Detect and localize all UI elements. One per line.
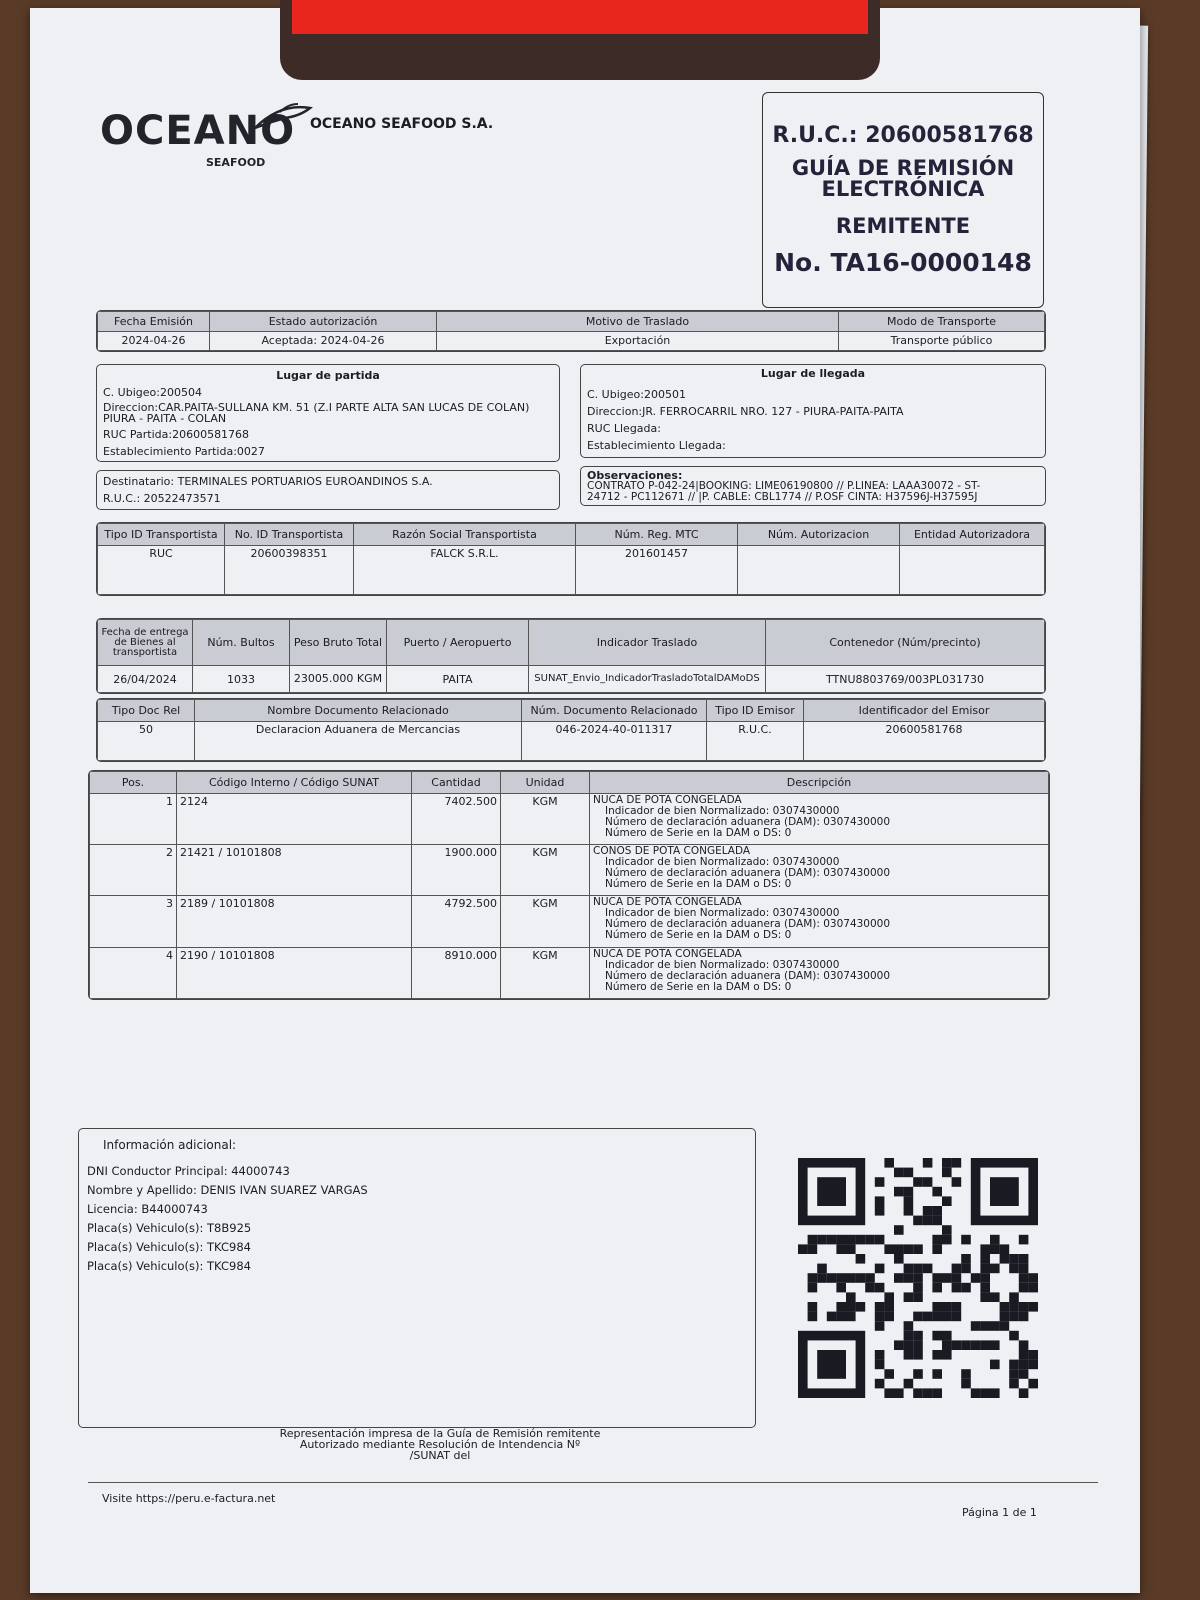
val-tipo-id-emisor: R.U.C.: [707, 722, 804, 761]
hdr-nombre-doc-rel: Nombre Documento Relacionado: [195, 700, 522, 722]
item-desc-title: CONOS DE POTA CONGELADA: [593, 845, 751, 858]
info-line: Licencia: B44000743: [87, 1202, 208, 1216]
hdr-num-doc-rel: Núm. Documento Relacionado: [522, 700, 707, 722]
hdr-tipo-id-emisor: Tipo ID Emisor: [707, 700, 804, 722]
partida-direccion-line1: Direccion:CAR.PAITA-SULLANA KM. 51 (Z.I PARTE ALTA SAN LUCAS DE COLAN): [103, 401, 530, 414]
table-row: [90, 947, 1049, 998]
ruc-box: [762, 92, 1044, 308]
hdr-contenedor: Contenedor (Núm/precinto): [766, 620, 1045, 666]
hdr-tipo-doc-rel: Tipo Doc Rel: [98, 700, 195, 722]
item-desc-title: NUCA DE POTA CONGELADA: [593, 896, 742, 909]
info-line: Placa(s) Vehiculo(s): T8B925: [87, 1221, 252, 1235]
clip-red-band: [292, 0, 868, 34]
llegada-title: Lugar de llegada: [760, 367, 866, 380]
val-entidad-autorizadora: [900, 546, 1045, 595]
observaciones-box: [580, 466, 1046, 506]
item-pos: 2: [90, 845, 177, 896]
footer-line2: Autorizado mediante Resolución de Intendencia Nº: [299, 1438, 581, 1451]
val-razon-social: FALCK S.R.L.: [354, 546, 576, 595]
val-motivo: Exportación: [437, 331, 839, 351]
item-desc-detail: Indicador de bien Normalizado: 0307430000: [605, 856, 840, 869]
item-descripcion: [590, 845, 1049, 896]
hdr-tipo-id-transportista: Tipo ID Transportista: [98, 524, 225, 546]
summary-table: [96, 310, 1046, 352]
llegada-establecimiento: Establecimiento Llegada:: [587, 439, 726, 452]
item-codigo: 2189 / 10101808: [177, 896, 412, 947]
entrega-table: [96, 618, 1046, 694]
hdr-modo: Modo de Transporte: [839, 312, 1045, 332]
qr-code-icon: [798, 1158, 1038, 1398]
logo-wordmark: OCEANO: [100, 108, 296, 154]
info-line: Nombre y Apellido: DENIS IVAN SUAREZ VARGAS: [87, 1183, 368, 1197]
doc-number: [763, 248, 1043, 277]
info-line: Placa(s) Vehiculo(s): TKC984: [87, 1240, 251, 1254]
table-row: [90, 896, 1049, 947]
doc-subtitle: REMITENTE: [835, 214, 971, 238]
destinatario-ruc: R.U.C.: 20522473571: [103, 492, 221, 505]
table-row: [90, 845, 1049, 896]
item-cantidad: 7402.500: [412, 793, 501, 844]
destinatario-name: Destinatario: TERMINALES PORTUARIOS EUROANDINOS S.A.: [103, 475, 433, 488]
item-codigo: 2124: [177, 793, 412, 844]
val-puerto: PAITA: [387, 666, 529, 693]
doc-title-line1: GUÍA DE REMISIÓN: [791, 156, 1015, 180]
observaciones-line1: CONTRATO P-042-24|BOOKING: LIME06190800 // P.LINEA: LAAA30072 - ST-: [587, 480, 981, 492]
transportista-table: [96, 522, 1046, 596]
hdr-estado: Estado autorización: [210, 312, 437, 332]
item-descripcion: [590, 947, 1049, 998]
footer-legend: [230, 1428, 650, 1461]
info-line: DNI Conductor Principal: 44000743: [87, 1164, 290, 1178]
val-indicador-traslado: SUNAT_Envio_IndicadorTrasladoTotalDAMoDS: [529, 666, 766, 693]
hdr-no-id-transportista: No. ID Transportista: [225, 524, 354, 546]
doc-number-prefix: No.: [774, 248, 822, 277]
item-desc-detail: Número de declaración aduanera (DAM): 0307430000: [605, 867, 891, 880]
hdr-unidad: Unidad: [501, 772, 590, 794]
item-pos: 1: [90, 793, 177, 844]
val-tipo-id-transportista: RUC: [98, 546, 225, 595]
info-adicional-title: Información adicional:: [103, 1138, 237, 1152]
hdr-indicador-traslado: Indicador Traslado: [529, 620, 766, 666]
hdr-identificador-emisor: Identificador del Emisor: [804, 700, 1045, 722]
item-unidad: KGM: [501, 793, 590, 844]
doc-relacionado-table: [96, 698, 1046, 762]
item-unidad: KGM: [501, 845, 590, 896]
llegada-ubigeo: C. Ubigeo:200501: [587, 388, 686, 401]
item-cantidad: 8910.000: [412, 947, 501, 998]
items-table: [88, 770, 1050, 1000]
llegada-box: [580, 364, 1046, 458]
item-desc-detail: Número de Serie en la DAM o DS: 0: [605, 878, 792, 891]
hdr-motivo: Motivo de Traslado: [437, 312, 839, 332]
item-desc-detail: Número de Serie en la DAM o DS: 0: [605, 826, 792, 839]
val-reg-mtc: 201601457: [576, 546, 738, 595]
hdr-cantidad: Cantidad: [412, 772, 501, 794]
ruc-number: R.U.C.: 20600581768: [772, 123, 1034, 148]
hdr-peso-bruto: Peso Bruto Total: [290, 620, 387, 666]
clipboard-clip: [280, 0, 880, 80]
item-pos: 3: [90, 896, 177, 947]
val-nombre-doc-rel: Declaracion Aduanera de Mercancias: [195, 722, 522, 761]
hdr-fecha-emision: Fecha Emisión: [98, 312, 210, 332]
item-codigo: 21421 / 10101808: [177, 845, 412, 896]
partida-ruc: RUC Partida:20600581768: [103, 428, 250, 441]
val-modo: Transporte público: [839, 331, 1045, 351]
item-desc-detail: Indicador de bien Normalizado: 0307430000: [605, 907, 840, 920]
item-desc-title: NUCA DE POTA CONGELADA: [593, 947, 742, 960]
val-contenedor: TTNU8803769/003PL031730: [766, 666, 1045, 693]
val-num-bultos: 1033: [193, 666, 290, 693]
llegada-ruc: RUC Llegada:: [587, 422, 661, 435]
footer-visit-link[interactable]: Visite https://peru.e-factura.net: [102, 1492, 276, 1505]
partida-direccion: [97, 402, 559, 424]
hdr-num-bultos: Núm. Bultos: [193, 620, 290, 666]
doc-title-line2: ELECTRÓNICA: [821, 177, 985, 201]
llegada-direccion: Direccion:JR. FERROCARRIL NRO. 127 - PIURA-PAITA-PAITA: [587, 405, 904, 418]
partida-title: Lugar de partida: [276, 369, 380, 382]
destinatario-box: [96, 470, 560, 510]
hdr-entidad-autorizadora: Entidad Autorizadora: [900, 524, 1045, 546]
partida-direccion-line2: PIURA - PAITA - COLAN: [103, 412, 227, 425]
partida-ubigeo: C. Ubigeo:200504: [103, 386, 202, 399]
document-sheet: [30, 8, 1140, 1593]
page-number: Página 1 de 1: [962, 1506, 1037, 1519]
item-pos: 4: [90, 947, 177, 998]
info-line: Placa(s) Vehiculo(s): TKC984: [87, 1259, 251, 1273]
doc-number-value: TA16-0000148: [830, 248, 1032, 277]
item-unidad: KGM: [501, 947, 590, 998]
observaciones-title: Observaciones:: [587, 469, 683, 482]
item-desc-detail: Indicador de bien Normalizado: 0307430000: [605, 958, 840, 971]
table-row: [90, 793, 1049, 844]
company-logo: [100, 108, 296, 169]
item-desc-detail: Número de declaración aduanera (DAM): 0307430000: [605, 815, 891, 828]
item-desc-detail: Indicador de bien Normalizado: 0307430000: [605, 804, 840, 817]
logo-subtitle: SEAFOOD: [206, 156, 266, 169]
hdr-razon-social: Razón Social Transportista: [354, 524, 576, 546]
item-desc-detail: Número de Serie en la DAM o DS: 0: [605, 980, 792, 993]
footer-line1: Representación impresa de la Guía de Remisión remitente: [279, 1427, 601, 1440]
item-descripcion: [590, 896, 1049, 947]
val-estado: Aceptada: 2024-04-26: [210, 331, 437, 351]
info-adicional-box: [78, 1128, 756, 1428]
hdr-reg-mtc: Núm. Reg. MTC: [576, 524, 738, 546]
partida-establecimiento: Establecimiento Partida:0027: [103, 445, 265, 458]
item-desc-detail: Número de declaración aduanera (DAM): 0307430000: [605, 969, 891, 982]
partida-box: [96, 364, 560, 462]
item-cantidad: 1900.000: [412, 845, 501, 896]
item-codigo: 2190 / 10101808: [177, 947, 412, 998]
hdr-descripcion: Descripción: [590, 772, 1049, 794]
company-name: OCEANO SEAFOOD S.A.: [310, 116, 494, 132]
val-fecha-emision: 2024-04-26: [98, 331, 210, 351]
item-desc-detail: Número de Serie en la DAM o DS: 0: [605, 929, 792, 942]
item-desc-title: NUCA DE POTA CONGELADA: [593, 793, 742, 806]
hdr-num-autorizacion: Núm. Autorizacion: [738, 524, 900, 546]
item-cantidad: 4792.500: [412, 896, 501, 947]
val-num-doc-rel: 046-2024-40-011317: [522, 722, 707, 761]
footer-divider: [88, 1482, 1098, 1483]
val-peso-bruto: 23005.000 KGM: [290, 666, 387, 693]
hdr-fecha-entrega: Fecha de entrega de Bienes al transportista: [98, 620, 193, 666]
observaciones-line2: 24712 - PC112671 // |P. CABLE: CBL1774 // P.OSF CINTA: H37596J-H37595J: [587, 491, 978, 503]
val-identificador-emisor: 20600581768: [804, 722, 1045, 761]
val-num-autorizacion: [738, 546, 900, 595]
val-tipo-doc-rel: 50: [98, 722, 195, 761]
footer-line3: /SUNAT del: [409, 1449, 471, 1462]
item-descripcion: [590, 793, 1049, 844]
val-no-id-transportista: 20600398351: [225, 546, 354, 595]
val-fecha-entrega: 26/04/2024: [98, 666, 193, 693]
item-desc-detail: Número de declaración aduanera (DAM): 0307430000: [605, 918, 891, 931]
hdr-puerto: Puerto / Aeropuerto: [387, 620, 529, 666]
hdr-codigo: Código Interno / Código SUNAT: [177, 772, 412, 794]
hdr-pos: Pos.: [90, 772, 177, 794]
item-unidad: KGM: [501, 896, 590, 947]
